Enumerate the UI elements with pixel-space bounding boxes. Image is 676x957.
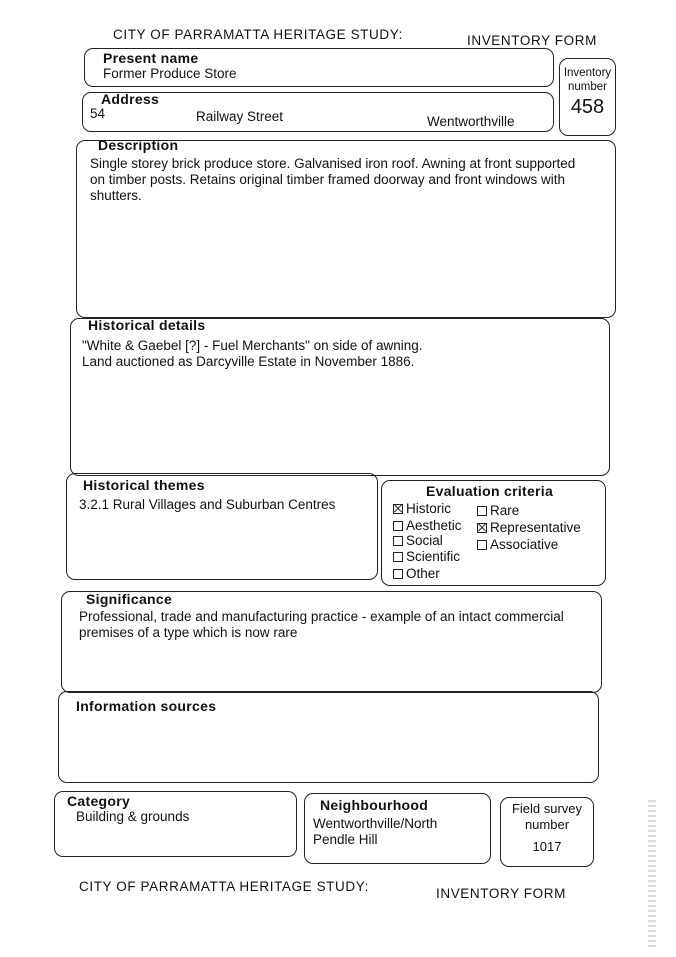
category-value: Building & grounds — [76, 809, 190, 824]
field-survey-label-line2: number — [524, 817, 570, 832]
criterion-other: Other — [393, 566, 440, 582]
significance-label: Significance — [86, 591, 173, 607]
criterion-historic: Historic — [393, 501, 451, 517]
criterion-scientific: Scientific — [393, 549, 460, 565]
criterion-social: Social — [393, 533, 443, 549]
historical-details-text — [82, 338, 423, 370]
neighbourhood-label: Neighbourhood — [320, 797, 429, 813]
description-text — [90, 156, 575, 204]
significance-line: premises of a type which is now rare — [79, 625, 298, 640]
historical-details-line: Land auctioned as Darcyville Estate in November 1886. — [82, 354, 415, 369]
historical-themes-label: Historical themes — [83, 477, 205, 493]
header-title: CITY OF PARRAMATTA HERITAGE STUDY: — [113, 27, 403, 42]
present-name-label: Present name — [103, 50, 199, 66]
empty-box-icon — [393, 552, 403, 562]
present-name-value: Former Produce Store — [103, 66, 237, 81]
empty-box-icon — [477, 506, 487, 516]
checked-box-icon — [477, 523, 487, 533]
description-line: on timber posts. Retains original timber framed doorway and front windows with — [90, 172, 565, 187]
description-line: shutters. — [90, 188, 142, 203]
footer-form-label: INVENTORY FORM — [436, 886, 566, 901]
scan-edge-artifact — [648, 800, 656, 950]
empty-box-icon — [393, 569, 403, 579]
historical-details-label: Historical details — [88, 317, 206, 333]
field-survey-label-line1: Field survey — [511, 801, 583, 816]
empty-box-icon — [393, 521, 403, 531]
inventory-label-line1: Inventory — [563, 67, 612, 79]
address-label: Address — [101, 91, 160, 107]
checked-box-icon — [393, 504, 403, 514]
empty-box-icon — [393, 536, 403, 546]
description-label: Description — [98, 137, 179, 153]
neighbourhood-value — [313, 816, 437, 848]
criterion-aesthetic: Aesthetic — [393, 518, 462, 534]
significance-line: Professional, trade and manufacturing practice - example of an intact commercial — [79, 609, 564, 624]
neighbourhood-line: Wentworthville/North — [313, 816, 438, 831]
criterion-rare: Rare — [477, 503, 519, 519]
neighbourhood-line: Pendle Hill — [313, 832, 378, 847]
empty-box-icon — [477, 540, 487, 550]
address-number: 54 — [90, 106, 106, 121]
inventory-label-line2: number — [568, 81, 607, 93]
header-form-label: INVENTORY FORM — [467, 33, 597, 48]
inventory-number-label — [559, 66, 616, 94]
significance-text — [79, 609, 564, 641]
footer-title: CITY OF PARRAMATTA HERITAGE STUDY: — [79, 879, 369, 894]
evaluation-criteria-label: Evaluation criteria — [426, 483, 554, 499]
address-suburb: Wentworthville — [427, 114, 515, 129]
criterion-associative: Associative — [477, 537, 558, 553]
information-sources-label: Information sources — [76, 698, 217, 714]
field-survey-label — [500, 801, 594, 833]
field-survey-value: 1017 — [532, 839, 562, 854]
description-line: Single storey brick produce store. Galvanised iron roof. Awning at front supported — [90, 156, 576, 171]
historical-themes-value: 3.2.1 Rural Villages and Suburban Centres — [79, 497, 336, 512]
category-label: Category — [67, 793, 131, 809]
address-street: Railway Street — [196, 109, 284, 124]
criterion-representative: Representative — [477, 520, 581, 536]
inventory-number-value: 458 — [570, 96, 605, 118]
historical-details-line: "White & Gaebel [?] - Fuel Merchants" on side of awning. — [82, 338, 423, 353]
